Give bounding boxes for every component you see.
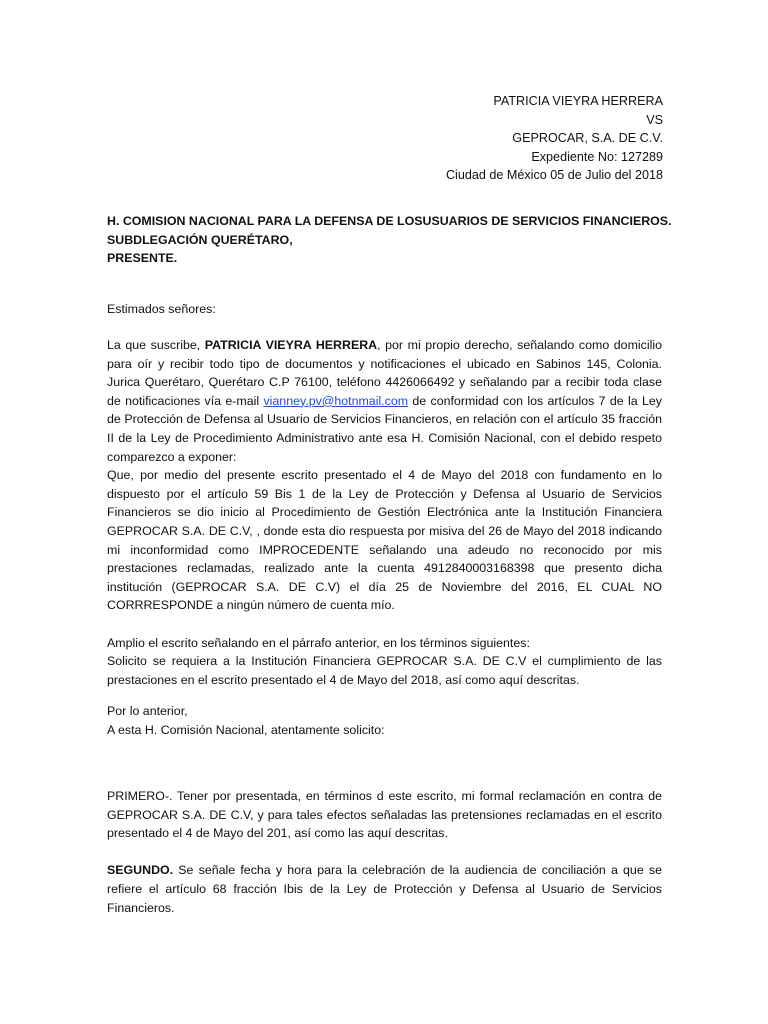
paragraph-therefore: Por lo anterior,: [107, 704, 188, 718]
case-header: [446, 92, 663, 185]
addressee-institution: H. COMISION NACIONAL PARA LA DEFENSA DE LOSUSUARIOS DE SERVICIOS FINANCIEROS.: [107, 214, 672, 228]
petition-first: PRIMERO-. Tener por presentada, en términos d este escrito, mi formal reclamación en contra de GEPROCAR S.A. DE C.V, y para tales efectos señaladas las pretensiones reclamadas en el escrito presentado el 4 de Mayo del 201, así como las aquí descritas.: [107, 789, 662, 841]
paragraph-extension: Amplio el escrito señalando en el párrafo anterior, en los términos siguientes:: [107, 635, 530, 650]
greeting: Estimados señores:: [107, 302, 216, 316]
addressee-office: SUBDLEGACIÓN QUERÉTARO,: [107, 232, 293, 247]
paragraph-introduction: [107, 336, 662, 466]
plaintiff-name: PATRICIA VIEYRA HERRERA: [493, 94, 663, 108]
intro-text-a: La que suscribe,: [107, 338, 205, 352]
closing-block: [107, 702, 662, 739]
addressee-block: [107, 212, 672, 268]
paragraph-solicit: A esta H. Comisión Nacional, atentamente solicito:: [107, 722, 385, 737]
case-number: Expediente No: 127289: [531, 149, 663, 164]
paragraph-request: Solicito se requiera a la Institución Financiera GEPROCAR S.A. DE C.V el cumplimiento de las prestaciones en el escrito presentado el 4 de Mayo del 2018, así como aquí descritas.: [107, 654, 662, 687]
place-date: Ciudad de México 05 de Julio del 2018: [445, 168, 663, 182]
petition-second-label: SEGUNDO.: [107, 863, 174, 878]
letter-body: [107, 336, 662, 689]
email-link[interactable]: vianney.pv@hotnmail.com: [263, 393, 409, 408]
intro-text-b: , por mi propio derecho, señalando como domicilio para oír y recibir todo tipo de documentos y notificaciones el ubicado en Sabinos 145, Colonia. Jurica Querétaro, Querétaro C.P 76100, teléfono 4426066492 y señalando par a recibir toda clase de notificaciones vía e-mail: [107, 338, 662, 408]
petition-second-text: Se señale fecha y hora para la celebración de la audiencia de conciliación a que se refiere el artículo 68 fracción Ibis de la Ley de Protección y Defensa al Usuario de Servicios Financieros.: [107, 863, 662, 915]
addressee-present: PRESENTE.: [107, 251, 178, 265]
intro-text-c: de conformidad con los artículos 7 de la Ley de Protección de Defensa al Usuario de Servicios Financieros, en relación con el artículo 35 fracción II de la Ley de Procedimiento Administrativo ante esa H. Comisión Nacional, con el debido respeto comparezco a exponer:: [107, 393, 662, 464]
defendant-name: GEPROCAR, S.A. DE C.V.: [512, 131, 663, 145]
petitions-block: [107, 787, 662, 917]
versus-label: VS: [646, 112, 663, 127]
signer-name: PATRICIA VIEYRA HERRERA: [204, 338, 378, 352]
petition-second: [107, 861, 662, 917]
paragraph-facts: Que, por medio del presente escrito presentado el 4 de Mayo del 2018 con fundamento en lo dispuesto por el artículo 59 Bis 1 de la Ley de Protección y Defensa al Usuario de Servicios Financieros se dio inicio al Procedimiento de Gestión Electrónica ante la Institución Financiera GEPROCAR S.A. DE C.V, , donde esta dio respuesta por misiva del 26 de Mayo del 2018 indicando mi inconformidad como IMPROCEDENTE señalando una adeudo no reconocido por mis prestaciones reclamadas, realizado ante la cuenta 4912840003168398 que presento dicha institución (GEPROCAR S.A. DE C.V) el día 25 de Noviembre del 2016, EL CUAL NO CORRRESPONDE a ningún número de cuenta mío.: [107, 468, 662, 613]
